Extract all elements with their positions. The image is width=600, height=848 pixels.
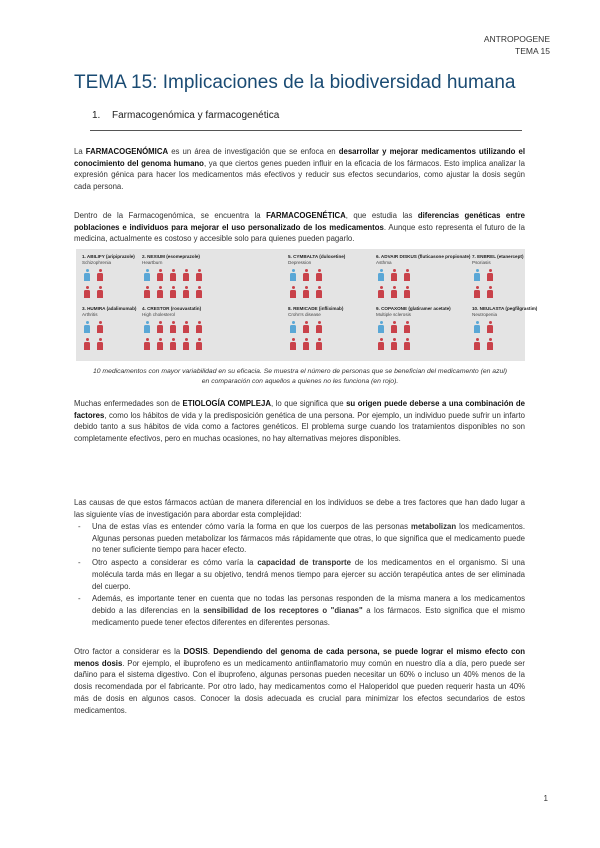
p3-text-e: , como los hábitos de vida y la predisposición genética de una persona. Por ejemplo, un individuo puede sufrir un infarto debido tanto a sus hábitos de vida como a factores genéticos. El problema surge cuando los tratamientos disponibles no son completamente efectivos, pero en muchas ocasiones, no hay alternativas mejores disponibles. [74, 410, 525, 444]
drug-panel-label: 10. NEULASTA (pegfilgrastim) Neutropenia [472, 306, 538, 317]
p3-emphasis: su origen puede deberse a una combinación de factores [74, 399, 525, 420]
responder-person-icon [474, 269, 480, 281]
drug-panel-condition: Depression [288, 259, 312, 265]
non-responder-person-icon [404, 269, 410, 281]
responder-person-icon [378, 269, 384, 281]
drug-panel [82, 306, 137, 356]
drug-panel-condition: High cholesterol [142, 311, 175, 317]
non-responder-person-icon [144, 286, 150, 298]
drug-panel-condition: Crohn's disease [288, 311, 321, 317]
non-responder-person-icon [487, 338, 493, 350]
non-responder-person-icon [157, 286, 163, 298]
p1-emphasis: desarrollar y mejorar medicamentos utilizando el conocimiento del genoma humano [74, 147, 526, 168]
responder-person-icon [378, 321, 384, 333]
drug-panel [472, 306, 538, 356]
p2-term: FARMACOGENÉTICA [266, 211, 346, 220]
drug-efficacy-figure [76, 249, 538, 361]
non-responder-person-icon [316, 338, 322, 350]
p3-text-a: Muchas enfermedades son de [74, 399, 183, 408]
drug-panel-label: 6. ADVAIR DISKUS (fluticasone propionate) Asthma [376, 254, 471, 265]
p5-text-c: . [207, 647, 214, 656]
drug-panel [142, 254, 272, 304]
drug-panel [472, 254, 522, 304]
responder-person-icon [84, 269, 90, 281]
p2-text-c: , que estudia las [345, 211, 418, 220]
non-responder-person-icon [487, 269, 493, 281]
non-responder-person-icon [196, 321, 202, 333]
drug-panel-label: 4. CRESTOR (rosuvastatin) High cholesterol [142, 306, 272, 317]
non-responder-person-icon [474, 286, 480, 298]
b2-text-a: Otro aspecto a considerar es cómo varía la [92, 558, 258, 568]
b3-emphasis: sensibilidad de los receptores o "dianas" [203, 605, 363, 615]
drug-panel [288, 254, 370, 304]
non-responder-person-icon [404, 286, 410, 298]
paragraph-dosis [74, 646, 525, 716]
non-responder-person-icon [303, 338, 309, 350]
section-heading [92, 110, 279, 121]
drug-panel [376, 254, 471, 304]
p5-text-a: Otro factor a considerar es la [74, 647, 184, 656]
drug-panel-condition: Schizophrenia [82, 259, 112, 265]
non-responder-person-icon [170, 269, 176, 281]
drug-panel-label: 8. REMICADE (infliximab) Crohn's disease [288, 306, 370, 317]
bullet-dash: - [78, 558, 81, 568]
non-responder-person-icon [303, 286, 309, 298]
responder-person-icon [474, 321, 480, 333]
drug-panel-label: 3. HUMIRA (adalimumab) Arthritis [82, 306, 137, 317]
drug-panel-condition: Asthma [376, 259, 392, 265]
b2-emphasis: capacidad de transporte [257, 558, 351, 568]
non-responder-person-icon [97, 321, 103, 333]
non-responder-person-icon [290, 286, 296, 298]
b1-text-a: Una de estas vías es entender cómo varía la forma en que los cuerpos de las personas [92, 522, 412, 531]
non-responder-person-icon [290, 338, 296, 350]
non-responder-person-icon [196, 286, 202, 298]
non-responder-person-icon [404, 338, 410, 350]
non-responder-person-icon [391, 269, 397, 281]
non-responder-person-icon [303, 321, 309, 333]
paragraph-farmacogenomica [74, 146, 525, 193]
drug-panel-label: 5. CYMBALTA (duloxetine) Depression [288, 254, 370, 265]
non-responder-person-icon [183, 321, 189, 333]
section-label: Farmacogenómica y farmacogenética [112, 110, 280, 121]
p3-text-c: , lo que significa que [270, 399, 347, 408]
non-responder-person-icon [183, 286, 189, 298]
header-course: ANTROPOGENE [483, 34, 550, 44]
section-number: 1. [92, 110, 101, 121]
section-divider [90, 130, 522, 131]
non-responder-person-icon [474, 338, 480, 350]
non-responder-person-icon [170, 338, 176, 350]
figure-caption: 10 medicamentos con mayor variabilidad en su eficacia. Se muestra el número de personas que se benefician del medicamento (en azul) en comparación con aquellos a quienes no les funciona (en rojo). [92, 368, 508, 385]
non-responder-person-icon [97, 286, 103, 298]
non-responder-person-icon [97, 338, 103, 350]
drug-panel-condition: Neutropenia [472, 311, 498, 317]
bullet-dash: - [78, 522, 81, 531]
title-prefix: TEMA 15 [74, 72, 153, 93]
document-header [484, 33, 550, 57]
b3-text-c: a los fármacos. Esto significa que el mismo medicamento puede tener efectos diferentes en diferentes personas. [92, 605, 525, 627]
p5-term: DOSIS [183, 647, 208, 656]
non-responder-person-icon [157, 338, 163, 350]
paragraph-causas: Las causas de que estos fármacos actúan de manera diferencial en los individuos se debe a tres factores que han dado lugar a las siguiente vías de investigación para abordar esta complejidad: [74, 498, 525, 519]
b1-text-c: los medicamentos. Algunas personas pueden metabolizar los fármacos más rápidamente que otras, lo que significa que el medicamento puede no tener suficiente tiempo para hacer efecto. [92, 522, 526, 555]
p1-text-e: , ya que ciertos genes pueden influir en la eficacia de los fármacos. Esto implica analizar la expresión génica para hacer los medicamentos más efectivos y reducir sus efectos secundarios, como ajustar la dosis según cada persona. [74, 158, 525, 192]
drug-panel-label: 7. ENBREL (etanercept) Psoriasis [472, 254, 524, 265]
non-responder-person-icon [316, 321, 322, 333]
drug-panel-condition: Psoriasis [472, 259, 491, 265]
header-topic: TEMA 15 [515, 46, 550, 56]
b2-text-c: de los medicamentos en el organismo. Si una molécula tarda más en llegar a su objetivo, tendrá menos tiempo para ejercer su acción terapéutica antes de ser eliminada del cuerpo. [92, 558, 525, 591]
drug-panel-label: 1. ABILIFY (aripiprazole) Schizophrenia [82, 254, 135, 265]
non-responder-person-icon [391, 286, 397, 298]
non-responder-person-icon [487, 321, 493, 333]
drug-panel [82, 254, 134, 304]
b3-text-a: Además, es importante tener en cuenta que no todas las personas responden de la misma manera a los medicamentos debido a las diferencias en la [92, 594, 525, 615]
paragraph-etiologia [74, 398, 525, 445]
non-responder-person-icon [487, 286, 493, 298]
responder-person-icon [84, 321, 90, 333]
non-responder-person-icon [170, 321, 176, 333]
responder-person-icon [290, 269, 296, 281]
non-responder-person-icon [391, 338, 397, 350]
non-responder-person-icon [378, 286, 384, 298]
responder-person-icon [290, 321, 296, 333]
drug-panel-condition: Heartburn [142, 259, 163, 265]
non-responder-person-icon [84, 286, 90, 298]
bullet-metabolismo [74, 521, 525, 556]
bullet-dash: - [78, 594, 81, 604]
p3-term: ETIOLOGÍA COMPLEJA [182, 399, 271, 408]
drug-panel-label: 2. NEXIUM (esomeprazole) Heartburn [142, 254, 272, 265]
b1-emphasis: metabolizan [411, 522, 457, 531]
drug-panel [288, 306, 370, 356]
non-responder-person-icon [316, 269, 322, 281]
p5-text-e: . Por ejemplo, el ibuprofeno es un medicamento antiinflamatorio muy común en nuestro día a día, pero puede ser dañino para el sistema digestivo. Con el ibuprofeno, algunas personas pueden necesitar un 60% o incluso un 40% menos de la dosis recomendada por el fabricante. Por otro lado, hay medicamentos como el Haloperidol que pueden requerir hasta un 40% más de dosis en algunos casos. Conocer la dosis adecuada es crucial para minimizar los efectos secundarios de estos medicamentos. [74, 658, 525, 715]
non-responder-person-icon [196, 269, 202, 281]
non-responder-person-icon [391, 321, 397, 333]
non-responder-person-icon [316, 286, 322, 298]
p2-text-a: Dentro de la Farmacogenómica, se encuentra la [74, 211, 267, 220]
drug-panel [376, 306, 462, 356]
p2-text-e: . Aunque esto representa el futuro de la medicina, actualmente es costoso y accesible solo para quienes pueden pagarlo. [74, 222, 525, 244]
drug-panel-label: 9. COPAXONE (glatiramer acetate) Multiple sclerosis [376, 306, 462, 317]
p1-term: FARMACOGENÓMICA [85, 147, 169, 156]
non-responder-person-icon [378, 338, 384, 350]
page-title [74, 72, 515, 94]
non-responder-person-icon [183, 338, 189, 350]
non-responder-person-icon [144, 338, 150, 350]
non-responder-person-icon [157, 269, 163, 281]
p2-emphasis: diferencias genéticas entre poblaciones e individuos para mejorar el uso personalizado de los medicamentos [74, 211, 525, 232]
p1-text-c: es un área de investigación que se enfoca en [168, 147, 339, 156]
paragraph-farmacogenetica [74, 210, 525, 245]
bullet-transporte [74, 557, 525, 592]
bullet-receptores [74, 593, 525, 628]
non-responder-person-icon [196, 338, 202, 350]
non-responder-person-icon [84, 338, 90, 350]
non-responder-person-icon [157, 321, 163, 333]
non-responder-person-icon [97, 269, 103, 281]
non-responder-person-icon [303, 269, 309, 281]
non-responder-person-icon [404, 321, 410, 333]
responder-person-icon [144, 321, 150, 333]
bullet-list [74, 521, 525, 629]
p1-text-a: La [74, 147, 86, 156]
p5-emphasis: Dependiendo del genoma de cada persona, se puede lograr el mismo efecto con menos dosis [74, 647, 525, 668]
non-responder-person-icon [183, 269, 189, 281]
page-number: 1 [543, 794, 548, 803]
responder-person-icon [144, 269, 150, 281]
title-rest: : Implicaciones de la biodiversidad humana [152, 72, 516, 93]
drug-panel-condition: Multiple sclerosis [376, 311, 411, 317]
drug-panel-condition: Arthritis [82, 311, 98, 317]
non-responder-person-icon [170, 286, 176, 298]
drug-panel [142, 306, 272, 356]
